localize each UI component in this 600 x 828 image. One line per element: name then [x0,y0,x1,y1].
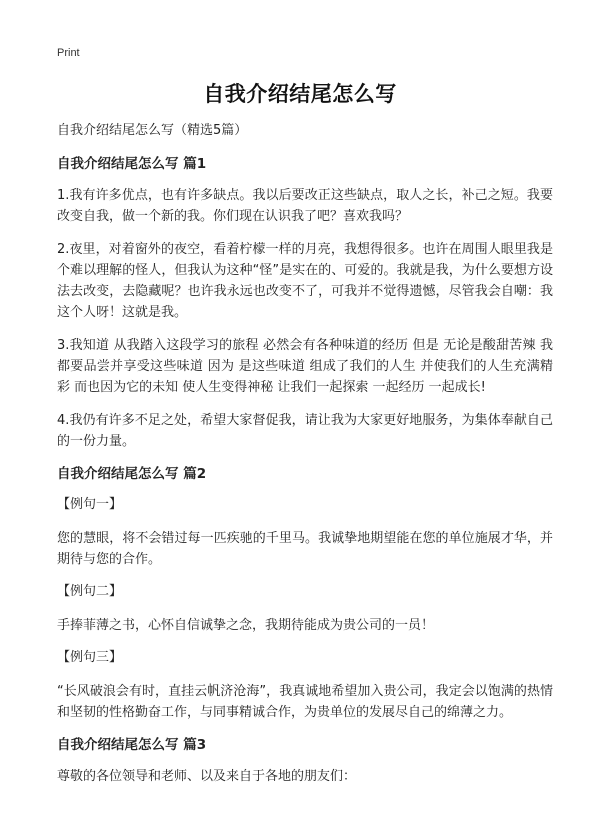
example-label: 【例句二】 [57,584,123,599]
paragraph: 尊敬的各位领导和老师、以及来自于各地的朋友们： [57,769,357,784]
paragraph: 1.我有许多优点，也有许多缺点。我以后要改正这些缺点，取人之长，补己之短。我要改变自我，做一个新的我。你们现在认识我了吧？喜欢我吗？ [57,188,553,224]
example-text: “长风破浪会有时，直挂云帆济沧海”，我真诚地希望加入贵公司，我定会以饱满的热情和坚韧的性格勤奋工作，与同事精诚合作，为贵单位的发展尽自己的绵薄之力。 [57,684,553,720]
paragraph: 3.我知道 从我踏入这段学习的旅程 必然会有各种味道的经历 但是 无论是酸甜苦辣 我都要品尝并享受这些味道 因为 是这些味道 组成了我们的人生 并使我们的人生充满精彩 而也因为它的未知 使人生变得神秘 让我们一起探索 一起经历 一起成长! [57,338,553,395]
example-label: 【例句一】 [57,497,123,512]
section-heading-3: 自我介绍结尾怎么写 篇3 [57,737,207,753]
section-heading-2: 自我介绍结尾怎么写 篇2 [57,466,207,482]
example-label: 【例句三】 [57,650,123,665]
paragraph: 2.夜里，对着窗外的夜空，看着柠檬一样的月亮，我想得很多。也许在周围人眼里我是个难以理解的怪人，但我认为这种“怪”是实在的、可爱的。我就是我，为什么要想方设法去改变，去隐藏呢？也许我永远也改变不了，可我并不觉得遗憾，尽管我会自嘲：我这个人呀！这就是我。 [57,242,553,320]
print-link[interactable]: Print [57,47,80,59]
document-subtitle: 自我介绍结尾怎么写（精选5篇） [57,123,248,138]
paragraph: 4.我仍有许多不足之处，希望大家督促我，请让我为大家更好地服务，为集体奉献自己的一份力量。 [57,413,553,449]
section-heading-1: 自我介绍结尾怎么写 篇1 [57,156,207,172]
page-title: 自我介绍结尾怎么写 [203,82,397,106]
document-body [57,121,553,799]
example-text: 手捧菲薄之书，心怀自信诚挚之念，我期待能成为贵公司的一员！ [57,618,435,633]
example-text: 您的慧眼，将不会错过每一匹疾驰的千里马。我诚挚地期望能在您的单位施展才华，并期待与您的合作。 [57,531,553,567]
